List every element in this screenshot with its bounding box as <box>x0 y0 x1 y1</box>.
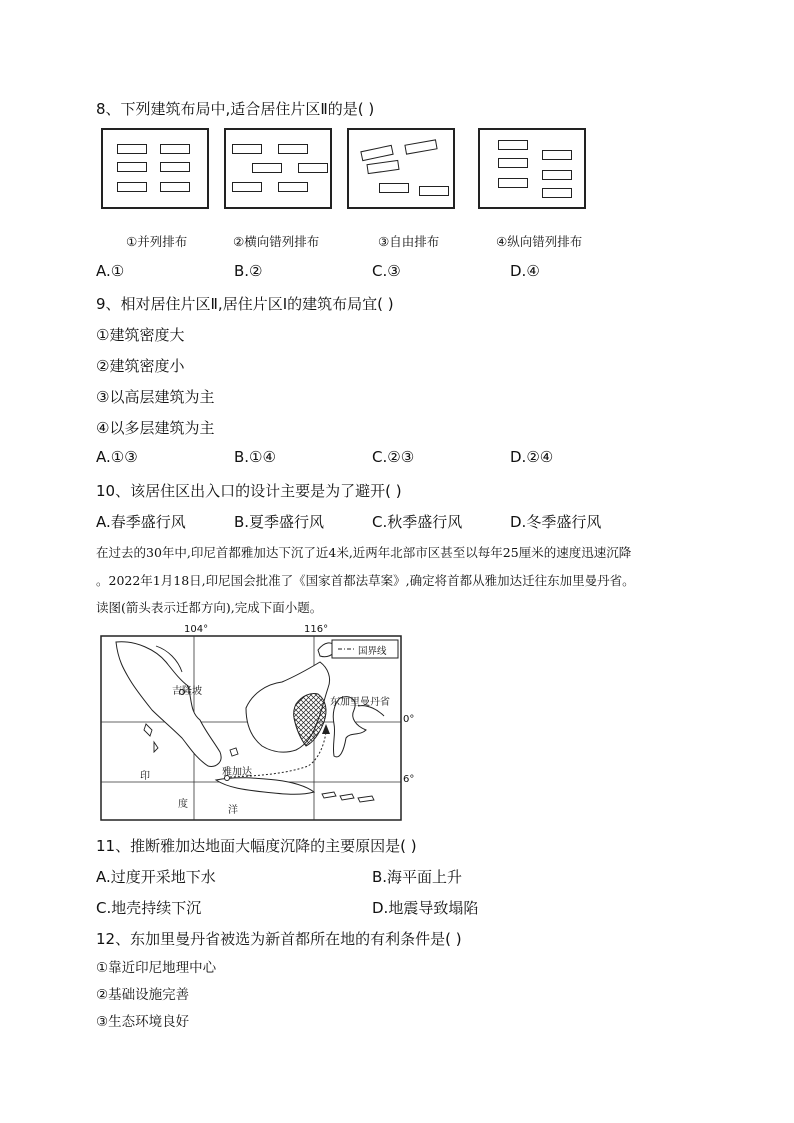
map-lon-104: 104° <box>184 624 209 635</box>
diagram-label-1: ①并列排布 <box>126 234 188 249</box>
q10-option-b[interactable]: B.夏季盛行风 <box>234 513 325 531</box>
q12-item-2: ②基础设施完善 <box>96 987 190 1003</box>
layout-diagram-horizontal-staggered <box>224 128 332 209</box>
map-legend-border: 国界线 <box>358 646 387 657</box>
q10-option-d[interactable]: D.冬季盛行风 <box>510 513 602 531</box>
q8-stem: 8、下列建筑布局中,适合居住片区Ⅱ的是( ) <box>96 100 375 118</box>
q9-item-3: ③以高层建筑为主 <box>96 388 215 406</box>
q8-option-d[interactable]: D.④ <box>510 262 540 280</box>
map-label-east-kalimantan: 东加里曼丹省 <box>330 697 390 708</box>
diagram-label-3: ③自由排布 <box>378 234 440 249</box>
q9-item-1: ①建筑密度大 <box>96 326 185 344</box>
q8-option-c[interactable]: C.③ <box>372 262 401 280</box>
intro-line-2: 。2022年1月18日,印尼国会批准了《国家首都法草案》,确定将首都从雅加达迁往东加里曼丹省。 <box>96 573 635 588</box>
map-lat-0: 0° <box>403 714 415 725</box>
q9-item-4: ④以多层建筑为主 <box>96 419 215 437</box>
map-label-jakarta: 雅加达 <box>222 767 252 778</box>
map-lat-6: 6° <box>403 774 415 785</box>
map-lon-116: 116° <box>304 624 329 635</box>
q10-stem: 10、该居住区出入口的设计主要是为了避开( ) <box>96 482 402 500</box>
q9-option-c[interactable]: C.②③ <box>372 448 415 466</box>
intro-line-3: 读图(箭头表示迁都方向),完成下面小题。 <box>96 600 323 615</box>
intro-line-1: 在过去的30年中,印尼首都雅加达下沉了近4米,近两年北部市区甚至以每年25厘米的速度迅速沉降 <box>96 545 632 560</box>
q9-option-b[interactable]: B.①④ <box>234 448 276 466</box>
layout-diagram-parallel <box>101 128 209 209</box>
q9-stem: 9、相对居住片区Ⅱ,居住片区Ⅰ的建筑布局宜( ) <box>96 295 394 313</box>
q8-option-a[interactable]: A.① <box>96 262 125 280</box>
q11-stem: 11、推断雅加达地面大幅度沉降的主要原因是( ) <box>96 837 417 855</box>
diagram-label-4: ④纵向错列排布 <box>496 234 583 249</box>
q11-option-c[interactable]: C.地壳持续下沉 <box>96 899 202 917</box>
q11-option-d[interactable]: D.地震导致塌陷 <box>372 899 479 917</box>
q12-item-1: ①靠近印尼地理中心 <box>96 960 217 976</box>
q12-stem: 12、东加里曼丹省被选为新首都所在地的有利条件是( ) <box>96 930 462 948</box>
layout-diagram-free <box>347 128 455 209</box>
q10-option-a[interactable]: A.春季盛行风 <box>96 513 186 531</box>
q8-option-b[interactable]: B.② <box>234 262 263 280</box>
q12-item-3: ③生态环境良好 <box>96 1014 190 1030</box>
map-label-ocean-3: 洋 <box>228 805 238 816</box>
q10-option-c[interactable]: C.秋季盛行风 <box>372 513 463 531</box>
q9-option-a[interactable]: A.①③ <box>96 448 138 466</box>
map-label-ocean-2: 度 <box>178 799 188 810</box>
q9-option-d[interactable]: D.②④ <box>510 448 554 466</box>
q11-option-b[interactable]: B.海平面上升 <box>372 868 463 886</box>
q11-option-a[interactable]: A.过度开采地下水 <box>96 868 216 886</box>
map-label-kuala-lumpur: 吉隆坡 <box>172 686 202 697</box>
layout-diagram-vertical-staggered <box>478 128 586 209</box>
q9-item-2: ②建筑密度小 <box>96 357 185 375</box>
map-label-ocean-1: 印 <box>140 771 150 782</box>
diagram-label-2: ②横向错列排布 <box>233 234 320 249</box>
